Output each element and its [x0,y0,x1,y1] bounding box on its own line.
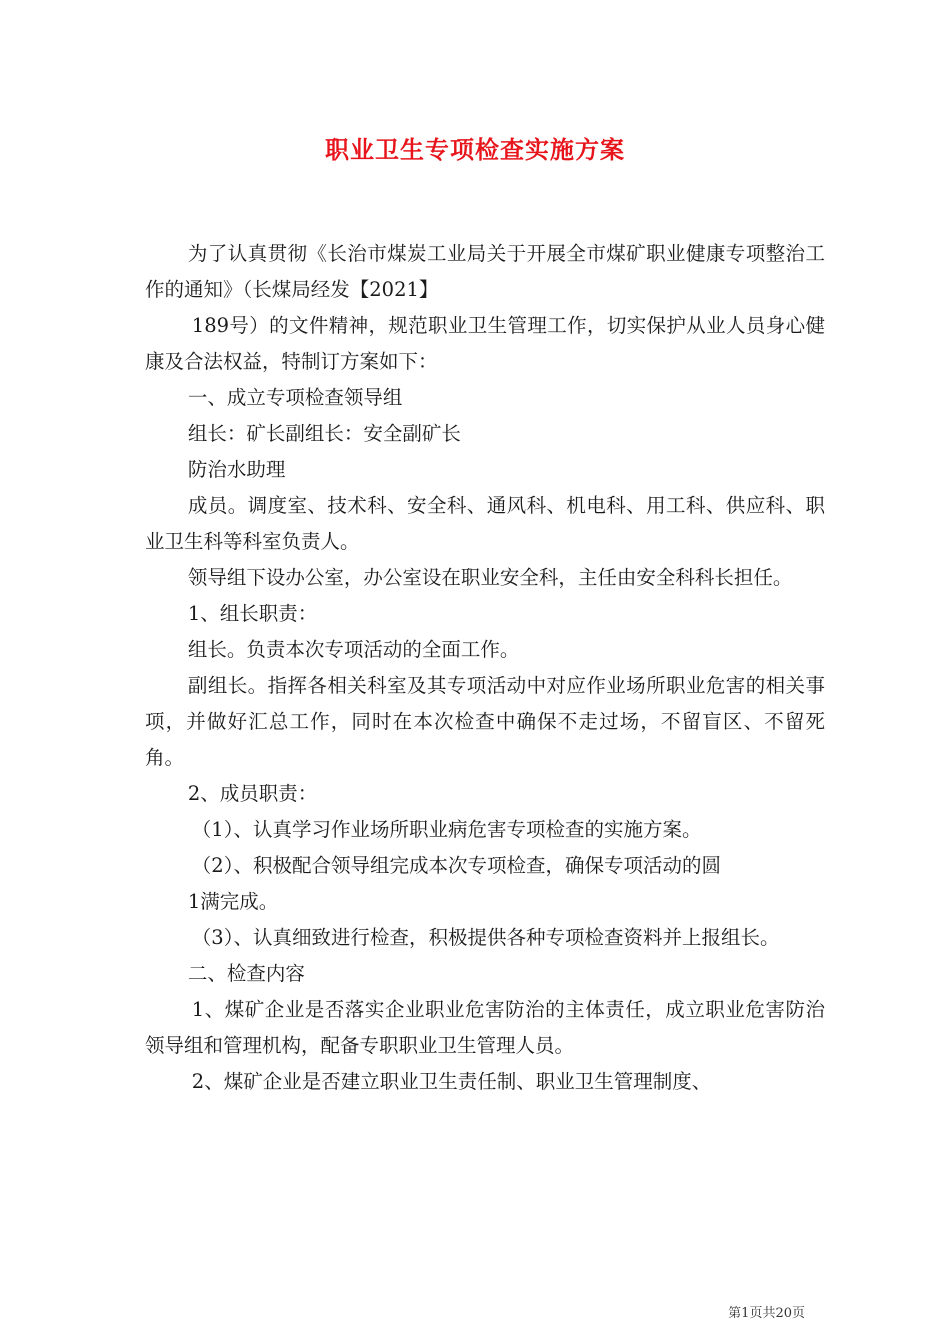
paragraph-3: 组长：矿长副组长：安全副矿长 [187,422,461,445]
paragraph-4: 防治水助理 [187,458,286,481]
paragraph-7: 组长。负责本次专项活动的全面工作。 [187,638,520,661]
paragraph-8: 副组长。指挥各相关科室及其专项活动中对应作业场所职业危害的相关事项，并做好汇总工作，同时在本次检查中确保不走过场，不留盲区、不留死角。 [145,674,825,769]
paragraph-11: 2、煤矿企业是否建立职业卫生责任制、职业卫生管理制度、 [191,1070,712,1093]
page-footer: 第1页共20页 [728,1306,805,1321]
section-heading-2: 二、检查内容 [187,962,305,985]
paragraph-6: 领导组下设办公室，办公室设在职业安全科，主任由安全科科长担任。 [187,566,793,589]
paragraph-1: 为了认真贯彻《长治市煤炭工业局关于开展全市煤矿职业健康专项整治工作的通知》（长煤局经发【2021】 [145,242,825,301]
subheading-1: 1、组长职责： [187,602,318,625]
paragraph-10: 1、煤矿企业是否落实企业职业危害防治的主体责任，成立职业危害防治领导组和管理机构，配备专职职业卫生管理人员。 [145,998,825,1057]
list-item-3: （3）、认真细致进行检查，积极提供各种专项检查资料并上报组长。 [191,926,780,949]
page-title: 职业卫生专项检查实施方案 [325,135,625,164]
subheading-2: 2、成员职责： [187,782,318,805]
list-item-1: （1）、认真学习作业场所职业病危害专项检查的实施方案。 [191,818,702,841]
section-heading-1: 一、成立专项检查领导组 [187,386,403,409]
paragraph-2: 189号）的文件精神，规范职业卫生管理工作，切实保护从业人员身心健康及合法权益，特制订方案如下： [145,314,825,373]
document-body [145,236,825,1100]
list-item-2: （2）、积极配合领导组完成本次专项检查，确保专项活动的圆 [191,854,721,877]
paragraph-9: 1满完成。 [187,890,279,913]
paragraph-5: 成员。调度室、技术科、安全科、通风科、机电科、用工科、供应科、职业卫生科等科室负责人。 [145,494,825,553]
